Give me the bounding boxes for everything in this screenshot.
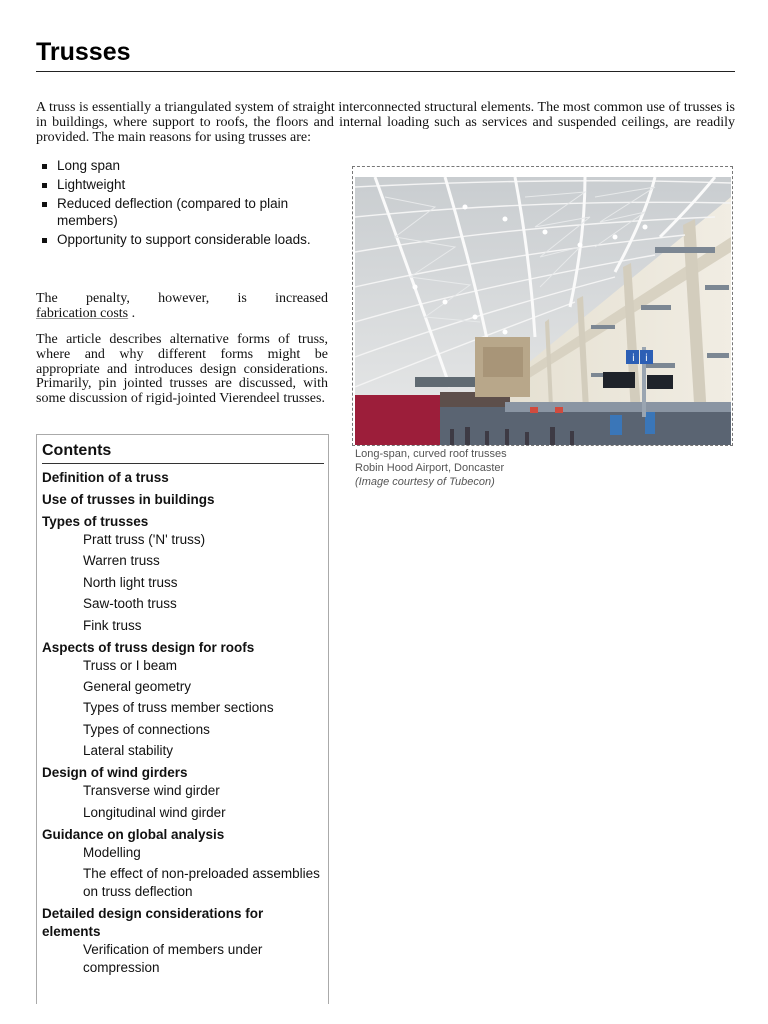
toc-subsection-link[interactable]: Longitudinal wind girder: [83, 804, 226, 820]
toc-subsection-link[interactable]: Lateral stability: [83, 743, 174, 759]
toc-section-link[interactable]: Definition of a truss: [42, 470, 169, 485]
penalty-word: is: [237, 291, 247, 306]
toc-subsection-link[interactable]: The effect of non-preloaded assemblies on truss deflection: [83, 865, 320, 899]
toc-subsection-link[interactable]: General geometry: [83, 678, 192, 694]
toc-subsection-link[interactable]: Modelling: [83, 844, 141, 860]
list-item: Opportunity to support considerable loads.: [42, 231, 332, 248]
toc-section-link[interactable]: Aspects of truss design for roofs: [42, 639, 255, 655]
page-title: Trusses: [36, 38, 131, 66]
toc-subsection-link[interactable]: Pratt truss ('N' truss): [83, 532, 206, 547]
toc-section-link[interactable]: Guidance on global analysis: [42, 826, 225, 842]
image-credit: (Image courtesy of Tubecon): [355, 476, 495, 488]
title-divider: [36, 71, 735, 72]
toc-subsection-link[interactable]: Truss or I beam: [83, 657, 178, 673]
list-item: Reduced deflection (compared to plain members): [42, 195, 332, 229]
list-item: Lightweight: [42, 176, 332, 193]
toc-section-link[interactable]: Types of trusses: [42, 514, 149, 529]
toc-subsection-link[interactable]: North light truss: [83, 574, 178, 590]
toc-subsection-link[interactable]: Verification of members under compression: [83, 941, 263, 975]
toc-subsection-link[interactable]: Transverse wind girder: [83, 783, 220, 799]
toc-subsection-link[interactable]: Types of connections: [83, 721, 210, 737]
penalty-paragraph: [36, 291, 328, 321]
contents-title: Contents: [42, 442, 112, 459]
toc-section-link[interactable]: Design of wind girders: [42, 765, 188, 781]
penalty-word: penalty,: [86, 291, 130, 306]
article-paragraph: The article describes alternative forms of truss, where and why different forms might be appropriate and introduces design considerations. Primarily, pin jointed trusses are discussed, with some discussion of rigid-jointed Vierendeel trusses.: [36, 332, 328, 407]
penalty-end: .: [131, 306, 136, 321]
toc-section-link[interactable]: Detailed design considerations for elements: [42, 905, 264, 939]
penalty-word: increased: [275, 291, 328, 306]
contents-box: [36, 434, 329, 1004]
toc-subsection-link[interactable]: Warren truss: [83, 553, 160, 569]
caption-line: Long-span, curved roof trusses: [355, 448, 507, 460]
penalty-word: The: [36, 291, 58, 306]
toc-subsection-link[interactable]: Saw-tooth truss: [83, 596, 177, 612]
figure-frame: [352, 166, 733, 446]
spacer: [42, 977, 322, 981]
figure-caption: [355, 447, 655, 489]
penalty-word: however,: [158, 291, 210, 306]
toc-subsection-link[interactable]: Types of truss member sections: [83, 700, 274, 716]
svg-text:i: i: [632, 353, 635, 364]
list-item: Long span: [42, 157, 332, 174]
contents-divider: [42, 463, 324, 464]
svg-text:i: i: [645, 353, 648, 364]
fabrication-costs-link[interactable]: fabrication costs: [36, 306, 129, 321]
intro-paragraph: A truss is essentially a triangulated system of straight interconnected structural elements. The most common use of trusses is in buildings, where support to roofs, the floors and internal loading such as services and suspended ceilings, are readily provided. The main reasons for using trusses are:: [36, 100, 735, 145]
contents-list: [42, 469, 322, 981]
airport-roof-photo: [355, 177, 731, 445]
caption-line: Robin Hood Airport, Doncaster: [355, 462, 505, 474]
toc-section-link[interactable]: Use of trusses in buildings: [42, 492, 215, 507]
toc-subsection-link[interactable]: Fink truss: [83, 617, 142, 633]
reasons-list: [42, 157, 332, 250]
